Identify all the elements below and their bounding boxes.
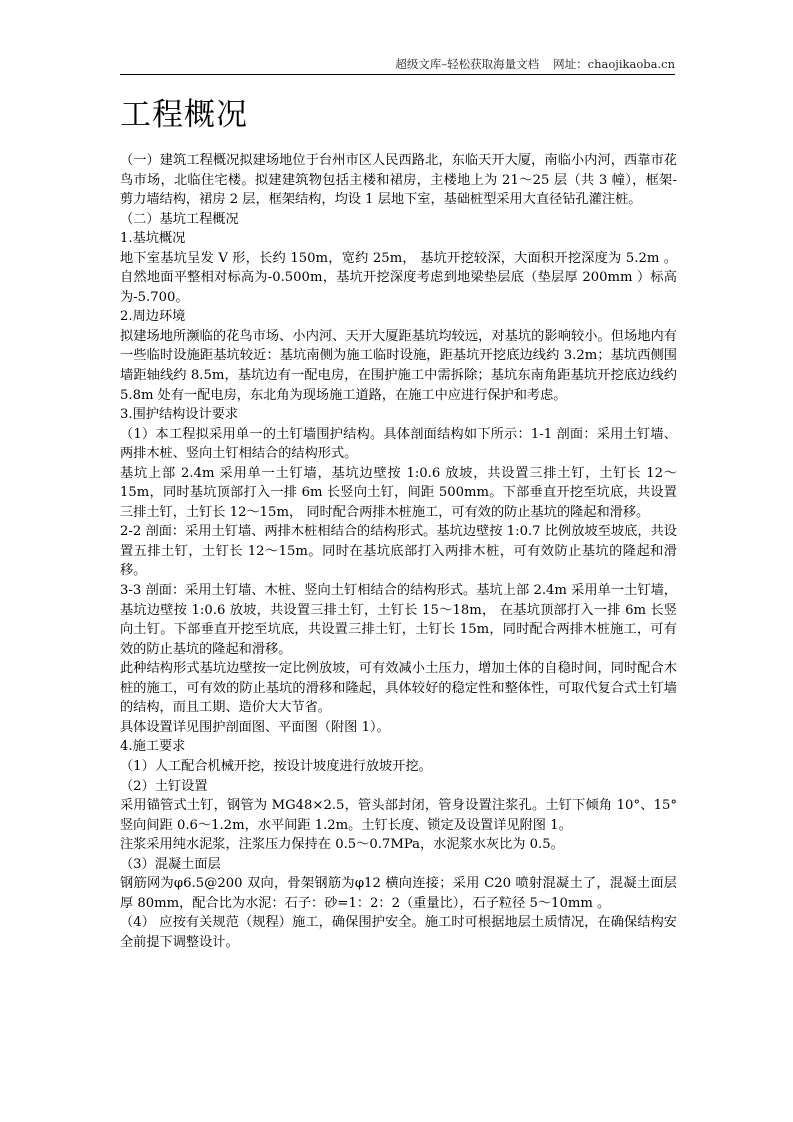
section-heading-pit-overview: （二）基坑工程概况	[120, 211, 239, 227]
paragraph-design-1: （1）本工程拟采用单一的土钉墙围护结构。具体剖面结构如下所示：1-1 剖面：采用土钉墙、两排木桩、竖向土钉相结合的结构形式。	[120, 426, 677, 462]
paragraph-surroundings: 拟建场地所濒临的花鸟市场、小内河、天开大厦距基坑均较远，对基坑的影响较小。但场地内有一些临时设施距基坑较近：基坑南侧为施工临时设施，距基坑开挖底边线约 3.2m；基坑西侧围墙距轴线约 8.5m，基坑边有一配电房，在围护施工中需拆除；基坑东南角距基坑开挖底边线约 5.8m 处有一配电房，东北角为现场施工道路，在施工中应进行保护和考虑。	[120, 328, 677, 403]
subheading-construction-requirements: 4.施工要求	[120, 739, 186, 755]
paragraph-building-overview: （一）建筑工程概况拟建场地位于台州市区人民西路北，东临天开大厦，南临小内河，西靠市花鸟市场，北临住宅楼。拟建建筑物包括主楼和裙房，主楼地上为 21～25 层（共 3 幢），框架-剪力墙结构，裙房 2 层，框架结构，均设 1 层地下室，基础桩型采用大直径钻孔灌注桩。	[120, 153, 677, 208]
paragraph-see-appendix: 具体设置详见围护剖面图、平面图（附图 1）。	[120, 719, 390, 735]
paragraph-structure-benefits: 此种结构形式基坑边壁按一定比例放坡，可有效减小土压力，增加土体的自稳时间，同时配合木桩的施工，可有效的防止基坑的滑移和隆起，具体较好的稳定性和整体性，可取代复合式土钉墙的结构，而且工期、造价大大节省。	[120, 661, 677, 716]
paragraph-grouting: 注浆采用纯水泥浆，注浆压力保持在 0.5～0.7MPa，水泥浆水灰比为 0.5。	[120, 837, 564, 853]
subheading-surroundings: 2.周边环境	[120, 309, 186, 325]
subheading-retaining-design: 3.围护结构设计要求	[120, 407, 239, 423]
document-body	[120, 151, 677, 952]
page-header	[120, 56, 675, 75]
paragraph-pit-summary: 地下室基坑呈发 V 形，长约 150m，宽约 25m， 基坑开挖较深，大面积开挖深度为 5.2m 。自然地面平整相对标高为-0.500m，基坑开挖深度考虑到地梁垫层底（垫层厚 200mm ）标高为-5.700。	[120, 250, 677, 305]
paragraph-section-3-3: 3-3 剖面：采用土钉墙、木桩、竖向土钉相结合的结构形式。基坑上部 2.4m 采用单一土钉墙，基坑边壁按 1:0.6 放坡，共设置三排土钉，土钉长 15～18m， 在基坑顶部打入一排 6m 长竖向土钉。下部垂直开挖至坑底，共设置三排土钉，土钉长 15m，同时配合两排木桩施工，可有效的防止基坑的隆起和滑移。	[120, 583, 677, 657]
paragraph-req-3-heading: （3）混凝土面层	[120, 856, 221, 872]
paragraph-req-1: （1）人工配合机械开挖，按设计坡度进行放坡开挖。	[120, 758, 432, 774]
header-library-text: 超级文库–轻松获取海量文档	[395, 57, 540, 71]
paragraph-soil-nail-spec: 采用锚管式土钉，钢管为 MG48×2.5，管头部封闭，管身设置注浆孔。土钉下倾角 10°、15° 竖向间距 0.6～1.2m，水平间距 1.2m。土钉长度、锁定及设置详见附图 1。	[120, 798, 677, 833]
subheading-pit-summary: 1.基坑概况	[120, 231, 186, 247]
document-title: 工程概况	[120, 97, 248, 133]
paragraph-section-2-2: 2-2 剖面：采用土钉墙、两排木桩相结合的结构形式。基坑边壁按 1:0.7 比例放坡至坡底，共设置五排土钉，土钉长 12～15m。同时在基坑底部打入两排木桩，可有效防止基坑的隆起和滑移。	[120, 524, 677, 579]
paragraph-req-4: （4） 应按有关规范（规程）施工，确保围护安全。施工时可根据地层土质情况，在确保结构安全前提下调整设计。	[120, 915, 677, 950]
header-site-label: 网址：chaojikaoba.cn	[553, 57, 675, 71]
paragraph-req-2-heading: （2）土钉设置	[120, 778, 208, 794]
paragraph-design-1-detail: 基坑上部 2.4m 采用单一土钉墙，基坑边壁按 1:0.6 放坡，共设置三排土钉，土钉长 12～15m，同时基坑顶部打入一排 6m 长竖向土钉，间距 500mm。下部垂直开挖至坑底，共设置三排土钉，土钉长 12～15m， 同时配合两排木桩施工，可有效的防止基坑的隆起和滑移。	[120, 465, 677, 520]
paragraph-concrete-spec: 钢筋网为φ6.5@200 双向，骨架钢筋为φ12 横向连接；采用 C20 喷射混凝土了，混凝土面层厚 80mm，配合比为水泥：石子：砂=1：2：2（重量比），石子粒径 5～10mm 。	[120, 876, 677, 911]
